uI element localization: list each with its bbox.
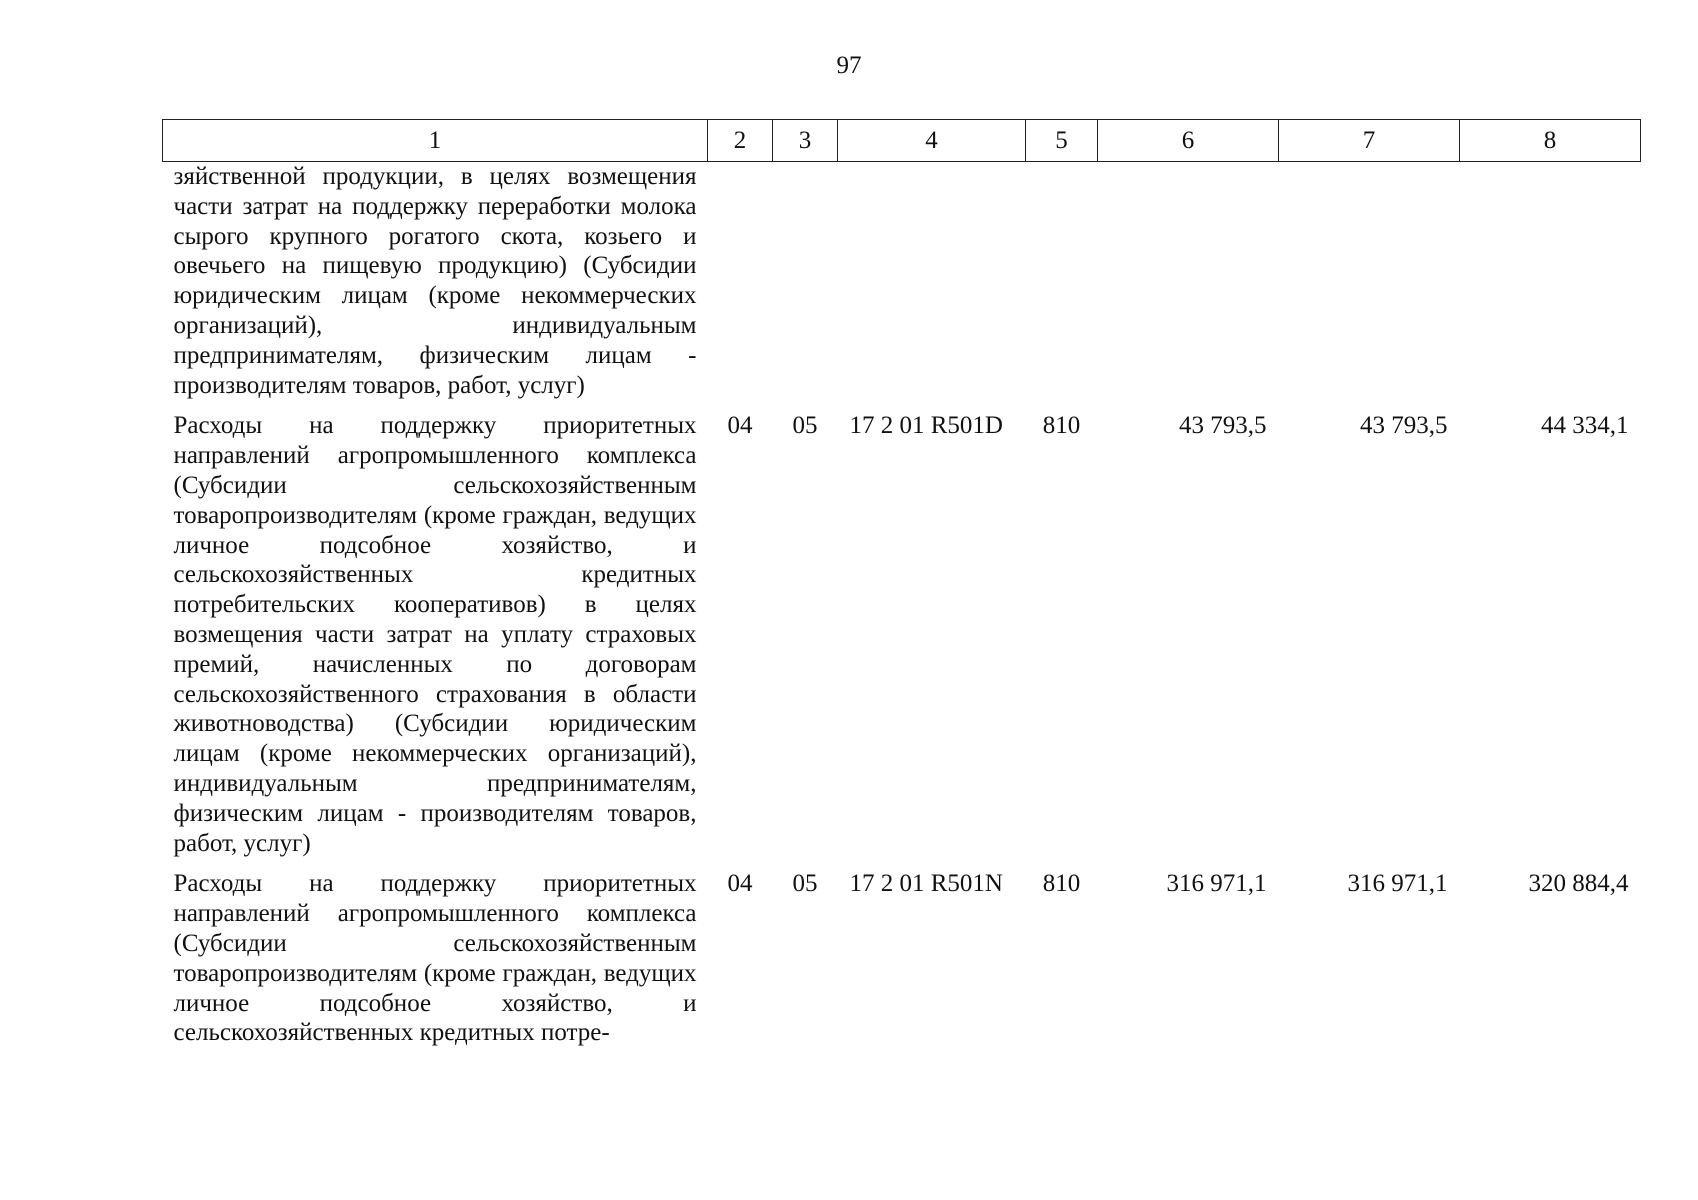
table-header-row [163,120,1641,162]
empty-cell [773,162,838,412]
row-description: Расходы на поддержку приоритетных направлений агропромышленного комплекса (Субсидии сельскохозяйственным товаропроизводителям (кроме граждан, ведущих личное подсобное хозяйство, и сельскохозяйственных кредитных потребительских кооперативов) в целях возмещения части затрат на уплату страховых премий, начисленных по договорам сельскохозяйственного страхования в области животноводства) (Субсидии юридическим лицам (кроме некоммерческих организаций), индивидуальным предпринимателям, физическим лицам - производителям товаров, работ, услуг) [173,412,697,857]
section-code: 04 [727,412,753,440]
row-description: Расходы на поддержку приоритетных направлений агропромышленного комплекса (Субсидии сельскохозяйственным товаропроизводителям (кроме граждан, ведущих личное подсобное хозяйство, и сельскохозяйственных кредитных потре- [173,870,697,1047]
column-header-5: 5 [1026,120,1098,162]
target-article-code: 17 2 01 R501D [849,412,1003,440]
subsection-code: 05 [792,870,818,898]
section-code: 04 [727,870,753,898]
subsection-code: 05 [792,412,818,440]
empty-cell [838,162,1026,412]
table-row [163,869,1641,1059]
amount-column-8: 320 884,4 [1528,870,1629,898]
column-header-2: 2 [708,120,773,162]
column-header-1: 1 [163,120,708,162]
budget-table [162,119,1641,1059]
amount-column-6: 43 793,5 [1179,412,1267,440]
expense-type-code: 810 [1042,870,1081,898]
empty-cell [1460,162,1641,412]
expense-type-code: 810 [1042,412,1081,440]
amount-column-7: 316 971,1 [1347,870,1448,898]
column-header-3: 3 [773,120,838,162]
column-header-6: 6 [1098,120,1279,162]
column-header-4: 4 [838,120,1026,162]
amount-column-6: 316 971,1 [1166,870,1267,898]
empty-cell [1098,162,1279,412]
empty-cell [1279,162,1460,412]
target-article-code: 17 2 01 R501N [849,870,1003,898]
amount-column-8: 44 334,1 [1541,412,1629,440]
table-row-continuation [163,162,1641,412]
column-header-8: 8 [1460,120,1641,162]
page-number: 97 [836,52,862,79]
table-row [163,411,1641,869]
row-description: зяйственной продукции, в целях возмещения части затрат на поддержку переработки молока сырого крупного рогатого скота, козьего и овечьего на пищевую продукцию) (Субсидии юридическим лицам (кроме некоммерческих организаций), индивидуальным предпринимателям, физическим лицам - производителям товаров, работ, услуг) [173,163,697,399]
amount-column-7: 43 793,5 [1360,412,1448,440]
empty-cell [1026,162,1098,412]
column-header-7: 7 [1279,120,1460,162]
empty-cell [708,162,773,412]
